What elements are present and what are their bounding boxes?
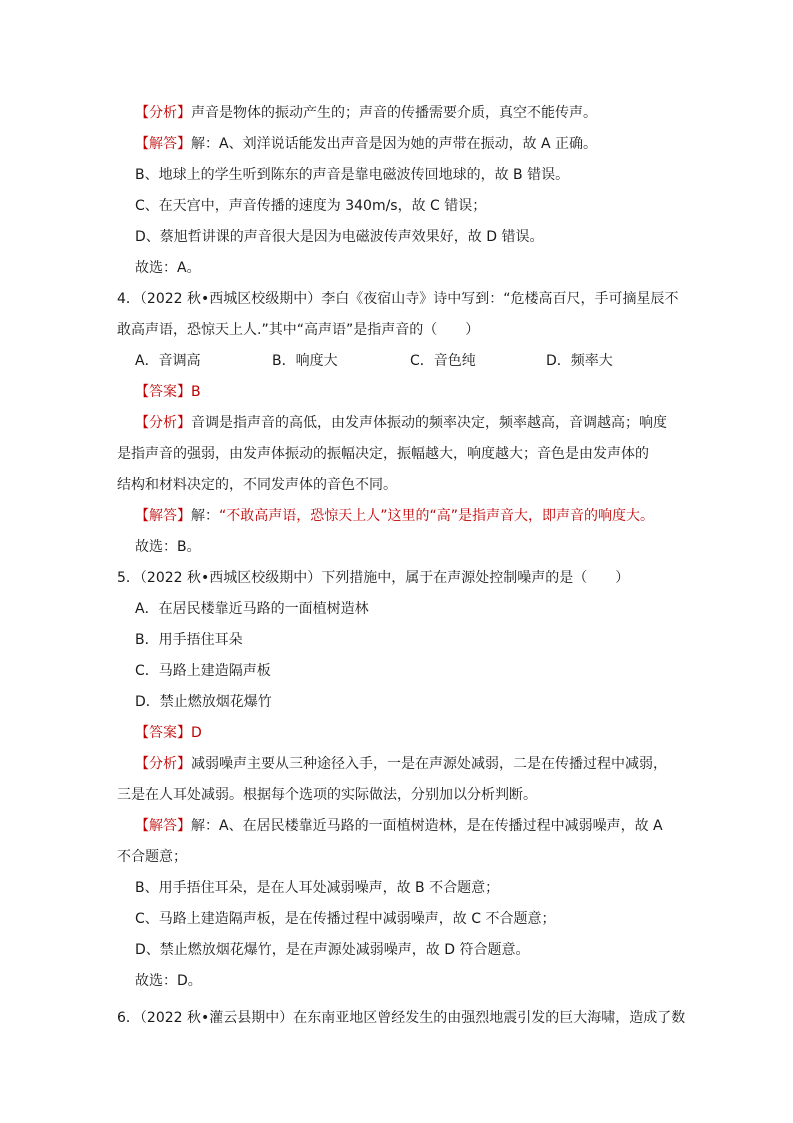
q4-stem-line-2: 敢高声语，恐惊天上人.”其中“高声语”是指声音的（ ） [117,322,480,338]
solution-tag: 【解答】 [135,508,191,524]
answer-text: B [191,384,201,400]
solution-tag: 【解答】 [135,136,191,152]
q4-analysis-line-3: 结构和材料决定的，不同发声体的音色不同。 [117,477,397,493]
q4-answer [135,382,201,402]
q5-answer [135,723,202,743]
q4-stem-line-1: 4．（2022 秋•西城区校级期中）李白《夜宿山寺》诗中写到：“危楼高百尺，手可摘星辰不 [117,291,679,307]
q3-choose: 故选：A。 [135,260,201,276]
q5-option-b: B．用手捂住耳朵 [135,632,243,648]
answer-tag: 【答案】 [135,725,191,741]
analysis-text: 音调是指声音的高低，由发声体振动的频率决定，频率越高，音调越高；响度 [191,415,667,431]
q5-solution-line-2: 不合题意； [117,849,187,865]
solution-text: 解：A、刘洋说话能发出声音是因为她的声带在振动，故 A 正确。 [191,136,598,152]
solution-text: 解：A、在居民楼靠近马路的一面植树造林，是在传播过程中减弱噪声，故 A [191,818,663,834]
q5-analysis-line-1 [135,754,667,774]
q5-option-a: A．在居民楼靠近马路的一面植树造林 [135,601,369,617]
q6-stem: 6．（2022 秋•灌云县期中）在东南亚地区曾经发生的由强烈地震引发的巨大海啸，造成了数 [117,1010,686,1026]
q4-option-a: A．音调高 [135,353,201,369]
q3-solution [135,134,597,154]
q5-analysis-line-2: 三是在人耳处减弱。根据每个选项的实际做法，分别加以分析判断。 [117,787,537,803]
q4-option-b: B．响度大 [272,353,338,369]
q5-option-d: D．禁止燃放烟花爆竹 [135,694,272,710]
q3-analysis [135,103,597,123]
analysis-tag: 【分析】 [135,105,191,121]
q4-option-d: D．频率大 [546,353,613,369]
q5-line-c: C、马路上建造隔声板，是在传播过程中减弱噪声，故 C 不合题意； [135,911,556,927]
q3-line-b: B、地球上的学生听到陈东的声音是靠电磁波传回地球的，故 B 错误。 [135,167,570,183]
q4-analysis-line-1 [135,413,667,433]
q5-stem: 5．（2022 秋•西城区校级期中）下列措施中，属于在声源处控制噪声的是（ ） [117,570,630,586]
solution-tag: 【解答】 [135,818,191,834]
analysis-tag: 【分析】 [135,415,191,431]
q4-solution [135,506,654,526]
analysis-text: 减弱噪声主要从三种途径入手，一是在声源处减弱，二是在传播过程中减弱， [191,756,667,772]
q5-line-d: D、禁止燃放烟花爆竹，是在声源处减弱噪声，故 D 符合题意。 [135,942,530,958]
analysis-text: 声音是物体的振动产生的；声音的传播需要介质，真空不能传声。 [191,105,597,121]
analysis-tag: 【分析】 [135,756,191,772]
solution-prefix: 解： [191,508,219,524]
q3-line-c: C、在天宫中，声音传播的速度为 340m/s，故 C 错误； [135,198,487,214]
q5-solution-line-1 [135,816,663,836]
q3-line-d: D、蔡旭哲讲课的声音很大是因为电磁波传声效果好，故 D 错误。 [135,229,544,245]
q4-option-c: C．音色纯 [410,353,476,369]
q5-option-c: C．马路上建造隔声板 [135,663,271,679]
q5-line-b: B、用手捂住耳朵，是在人耳处减弱噪声，故 B 不合题意； [135,880,500,896]
answer-tag: 【答案】 [135,384,191,400]
q5-choose: 故选：D。 [135,973,202,989]
solution-text: “不敢高声语，恐惊天上人”这里的“高”是指声音大，即声音的响度大。 [219,508,655,524]
q4-choose: 故选：B。 [135,539,201,555]
answer-text: D [191,725,202,741]
q4-analysis-line-2: 是指声音的强弱，由发声体振动的振幅决定，振幅越大，响度越大；音色是由发声体的 [117,446,649,462]
